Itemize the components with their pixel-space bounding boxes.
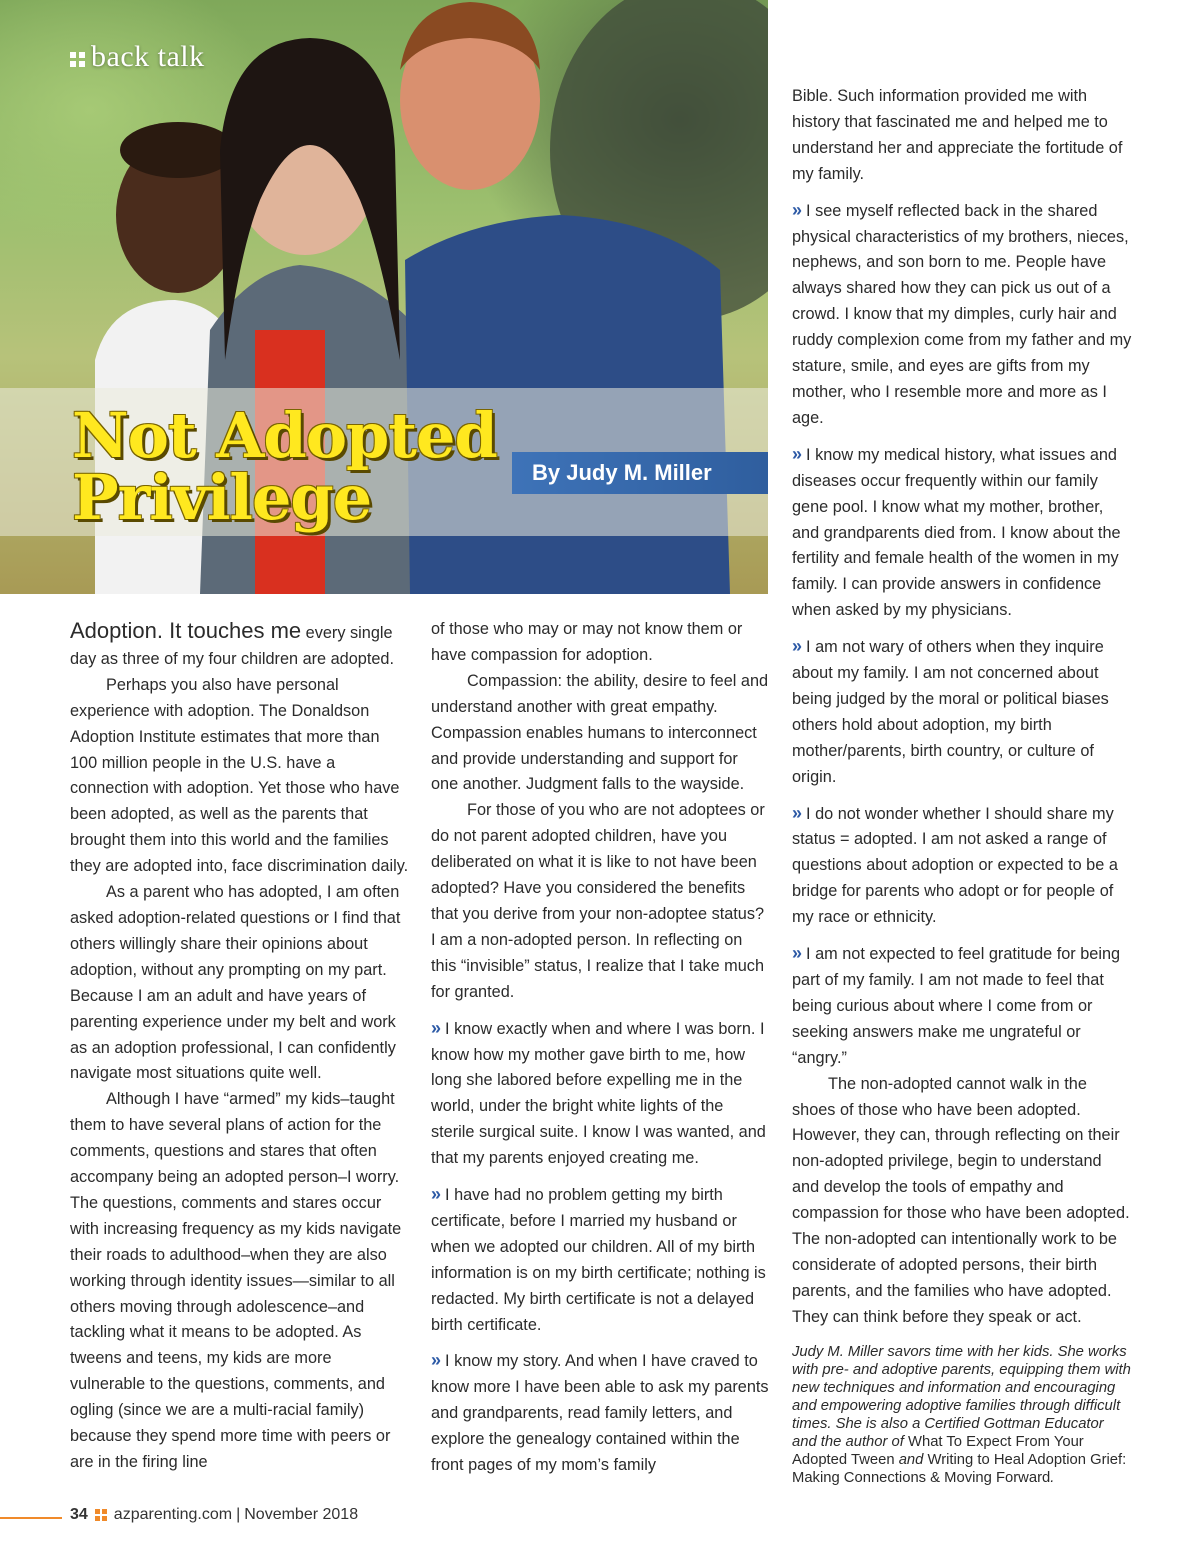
four-dots-icon xyxy=(70,52,85,67)
lead-text: every single day as three of my four children are adopted. xyxy=(70,624,395,668)
bullet-text: I have had no problem getting my birth certificate, before I married my husband or when we adopted our children. All of my birth information is on my birth certificate; nothing is redacted. My birth certificate is not a delayed birth certificate. xyxy=(431,1186,766,1334)
author-bio xyxy=(792,1343,1132,1487)
double-chevron-right-icon: » xyxy=(431,1350,442,1371)
page-footer xyxy=(70,1506,358,1524)
headline-line-1: Not Adopted xyxy=(72,399,497,472)
article-column-3 xyxy=(792,84,1132,1487)
site-name: azparenting.com xyxy=(113,1506,233,1523)
bullet-paragraph xyxy=(431,1348,769,1479)
body-paragraph: Although I have “armed” my kids–taught them to have several plans of action for the comments, questions and stares that often accompany being an adopted person–I worry. The questions, comments and stares occur with increasing frequency as my kids navigate their roads to adulthood–when they are also working through identity issues—similar to all others moving through adolescence–and tackling what it means to be adopted. As tweens and teens, my kids are more vulnerable to the questions, comments, and ogling (since we are a multi-racial family) because they spend more time with peers or are in the firing line xyxy=(70,1090,402,1471)
bullet-paragraph xyxy=(792,634,1132,790)
lead-paragraph xyxy=(70,618,410,673)
bullet-text: I do not wonder whether I should share my status = adopted. I am not asked a range of questions about adoption or expected to be a bridge for parents who adopt or for people of my race or ethnicity. xyxy=(792,804,1118,927)
hero-photo xyxy=(0,0,768,594)
double-chevron-right-icon: » xyxy=(792,199,803,220)
double-chevron-right-icon: » xyxy=(792,943,803,964)
article-headline xyxy=(72,399,497,534)
body-paragraph: As a parent who has adopted, I am often asked adoption-related questions or I find that others willingly share their opinions about adoption, without any prompting on my part. Because I am an adult and have years of parenting experience under my belt and work as an adoption professional, I can confidently navigate most situations quite well. xyxy=(70,883,401,1083)
headline-line-2: Privilege xyxy=(72,461,372,534)
body-paragraph: Compassion: the ability, desire to feel and understand another with great empathy. Compassion enables humans to interconnect and provide understanding and support for one another. Judgment falls to the wayside. xyxy=(431,671,769,794)
footer-separator: | xyxy=(236,1506,241,1523)
bullet-text: I know my medical history, what issues and diseases occur frequently within our family gene pool. I know what my mother, brother, and grandparents died from. I know about the fertility and female health of the women in my family. I can provide answers in confidence when asked by my physicians. xyxy=(792,445,1121,620)
section-tag-label: back talk xyxy=(91,40,205,73)
book-title: Writing to Heal Adoption Grief: Making Connections & Moving Forward xyxy=(792,1451,1127,1486)
page-number: 34 xyxy=(70,1506,88,1523)
bullet-paragraph xyxy=(431,1182,769,1338)
article-column-1 xyxy=(70,618,410,1476)
bullet-text: I see myself reflected back in the shared physical characteristics of my brothers, nieces, nephews, and son born to me. People have always shared how they can pick us out of a crowd. I know that my dimples, curly hair and ruddy complexion come from my father and my stature, smile, and eyes are gifts from my mother, who I resemble more and more as I age. xyxy=(792,201,1132,427)
issue-date: November 2018 xyxy=(244,1506,359,1523)
article-column-2 xyxy=(431,617,769,1479)
closing-paragraph: The non-adopted cannot walk in the shoes of those who have been adopted. However, they can, through reflecting on their non-adopted privilege, begin to understand and develop the tools of empathy and compassion for those who have been adopted. The non-adopted can intentionally work to be considerate of adopted persons, their birth parents, and the families who have adopted. They can think before they speak or act. xyxy=(792,1074,1130,1326)
continuation-paragraph: of those who may or may not know them or have compassion for adoption. xyxy=(431,620,743,664)
bullet-paragraph xyxy=(792,198,1132,432)
bullet-paragraph xyxy=(792,801,1132,932)
lead-in: Adoption. It touches me xyxy=(70,618,302,643)
bullet-text: I am not wary of others when they inquire about my family. I am not concerned about being judged by the moral or political biases others hold about adoption, my birth mother/parents, birth country, or culture of origin. xyxy=(792,638,1109,786)
continuation-paragraph: Bible. Such information provided me with history that fascinated me and helped me to understand her and appreciate the fortitude of my family. xyxy=(792,87,1123,183)
body-paragraph: Perhaps you also have personal experience with adoption. The Donaldson Adoption Institute estimates that more than 100 million people in the U.S. have a connection with adoption. Yet those who have been adopted, as well as the parents that brought them into this world and the families they are adopted into, face discrimination daily. xyxy=(70,675,409,876)
bio-text: . xyxy=(1050,1469,1055,1486)
book-title: What To Expect From Your Adopted Tween xyxy=(792,1433,1084,1468)
bullet-text: I am not expected to feel gratitude for being part of my family. I am not made to feel that being curious about where I come from or seeking answers make me ungrateful or “angry.” xyxy=(792,945,1121,1067)
footer-rule xyxy=(0,1517,62,1519)
four-dots-icon xyxy=(95,1509,107,1521)
double-chevron-right-icon: » xyxy=(431,1184,442,1205)
double-chevron-right-icon: » xyxy=(431,1017,442,1038)
double-chevron-right-icon: » xyxy=(792,443,803,464)
bio-text: and xyxy=(894,1451,928,1468)
bullet-text: I know my story. And when I have craved to know more I have been able to ask my parents and grandparents, read family letters, and explore the genealogy contained within the front pages of my mom’s family xyxy=(431,1352,769,1475)
bullet-paragraph xyxy=(431,1016,769,1172)
byline: By Judy M. Miller xyxy=(512,452,768,494)
section-tag xyxy=(70,40,205,74)
double-chevron-right-icon: » xyxy=(792,636,803,657)
body-paragraph: For those of you who are not adoptees or do not parent adopted children, have you deliberated on what it is like to not have been adopted? Have you considered the benefits that you derive from your non-adoptee status? I am a non-adopted person. In reflecting on this “invisible” status, I realize that I take much for granted. xyxy=(431,801,765,1001)
bullet-paragraph xyxy=(792,941,1132,1072)
bullet-text: I know exactly when and where I was born. I know how my mother gave birth to me, how long she labored before expelling me in the world, under the bright white lights of the sterile surgical suite. I know I was wanted, and that my parents enjoyed creating me. xyxy=(431,1019,766,1168)
bio-text: Judy M. Miller savors time with her kids. She works with pre- and adoptive parents, equipping them with new techniques and information and encouraging and empowering adoptive families through difficult times. She is also a Certified Gottman Educator and the author of xyxy=(792,1343,1131,1450)
double-chevron-right-icon: » xyxy=(792,802,803,823)
bullet-paragraph xyxy=(792,442,1132,624)
